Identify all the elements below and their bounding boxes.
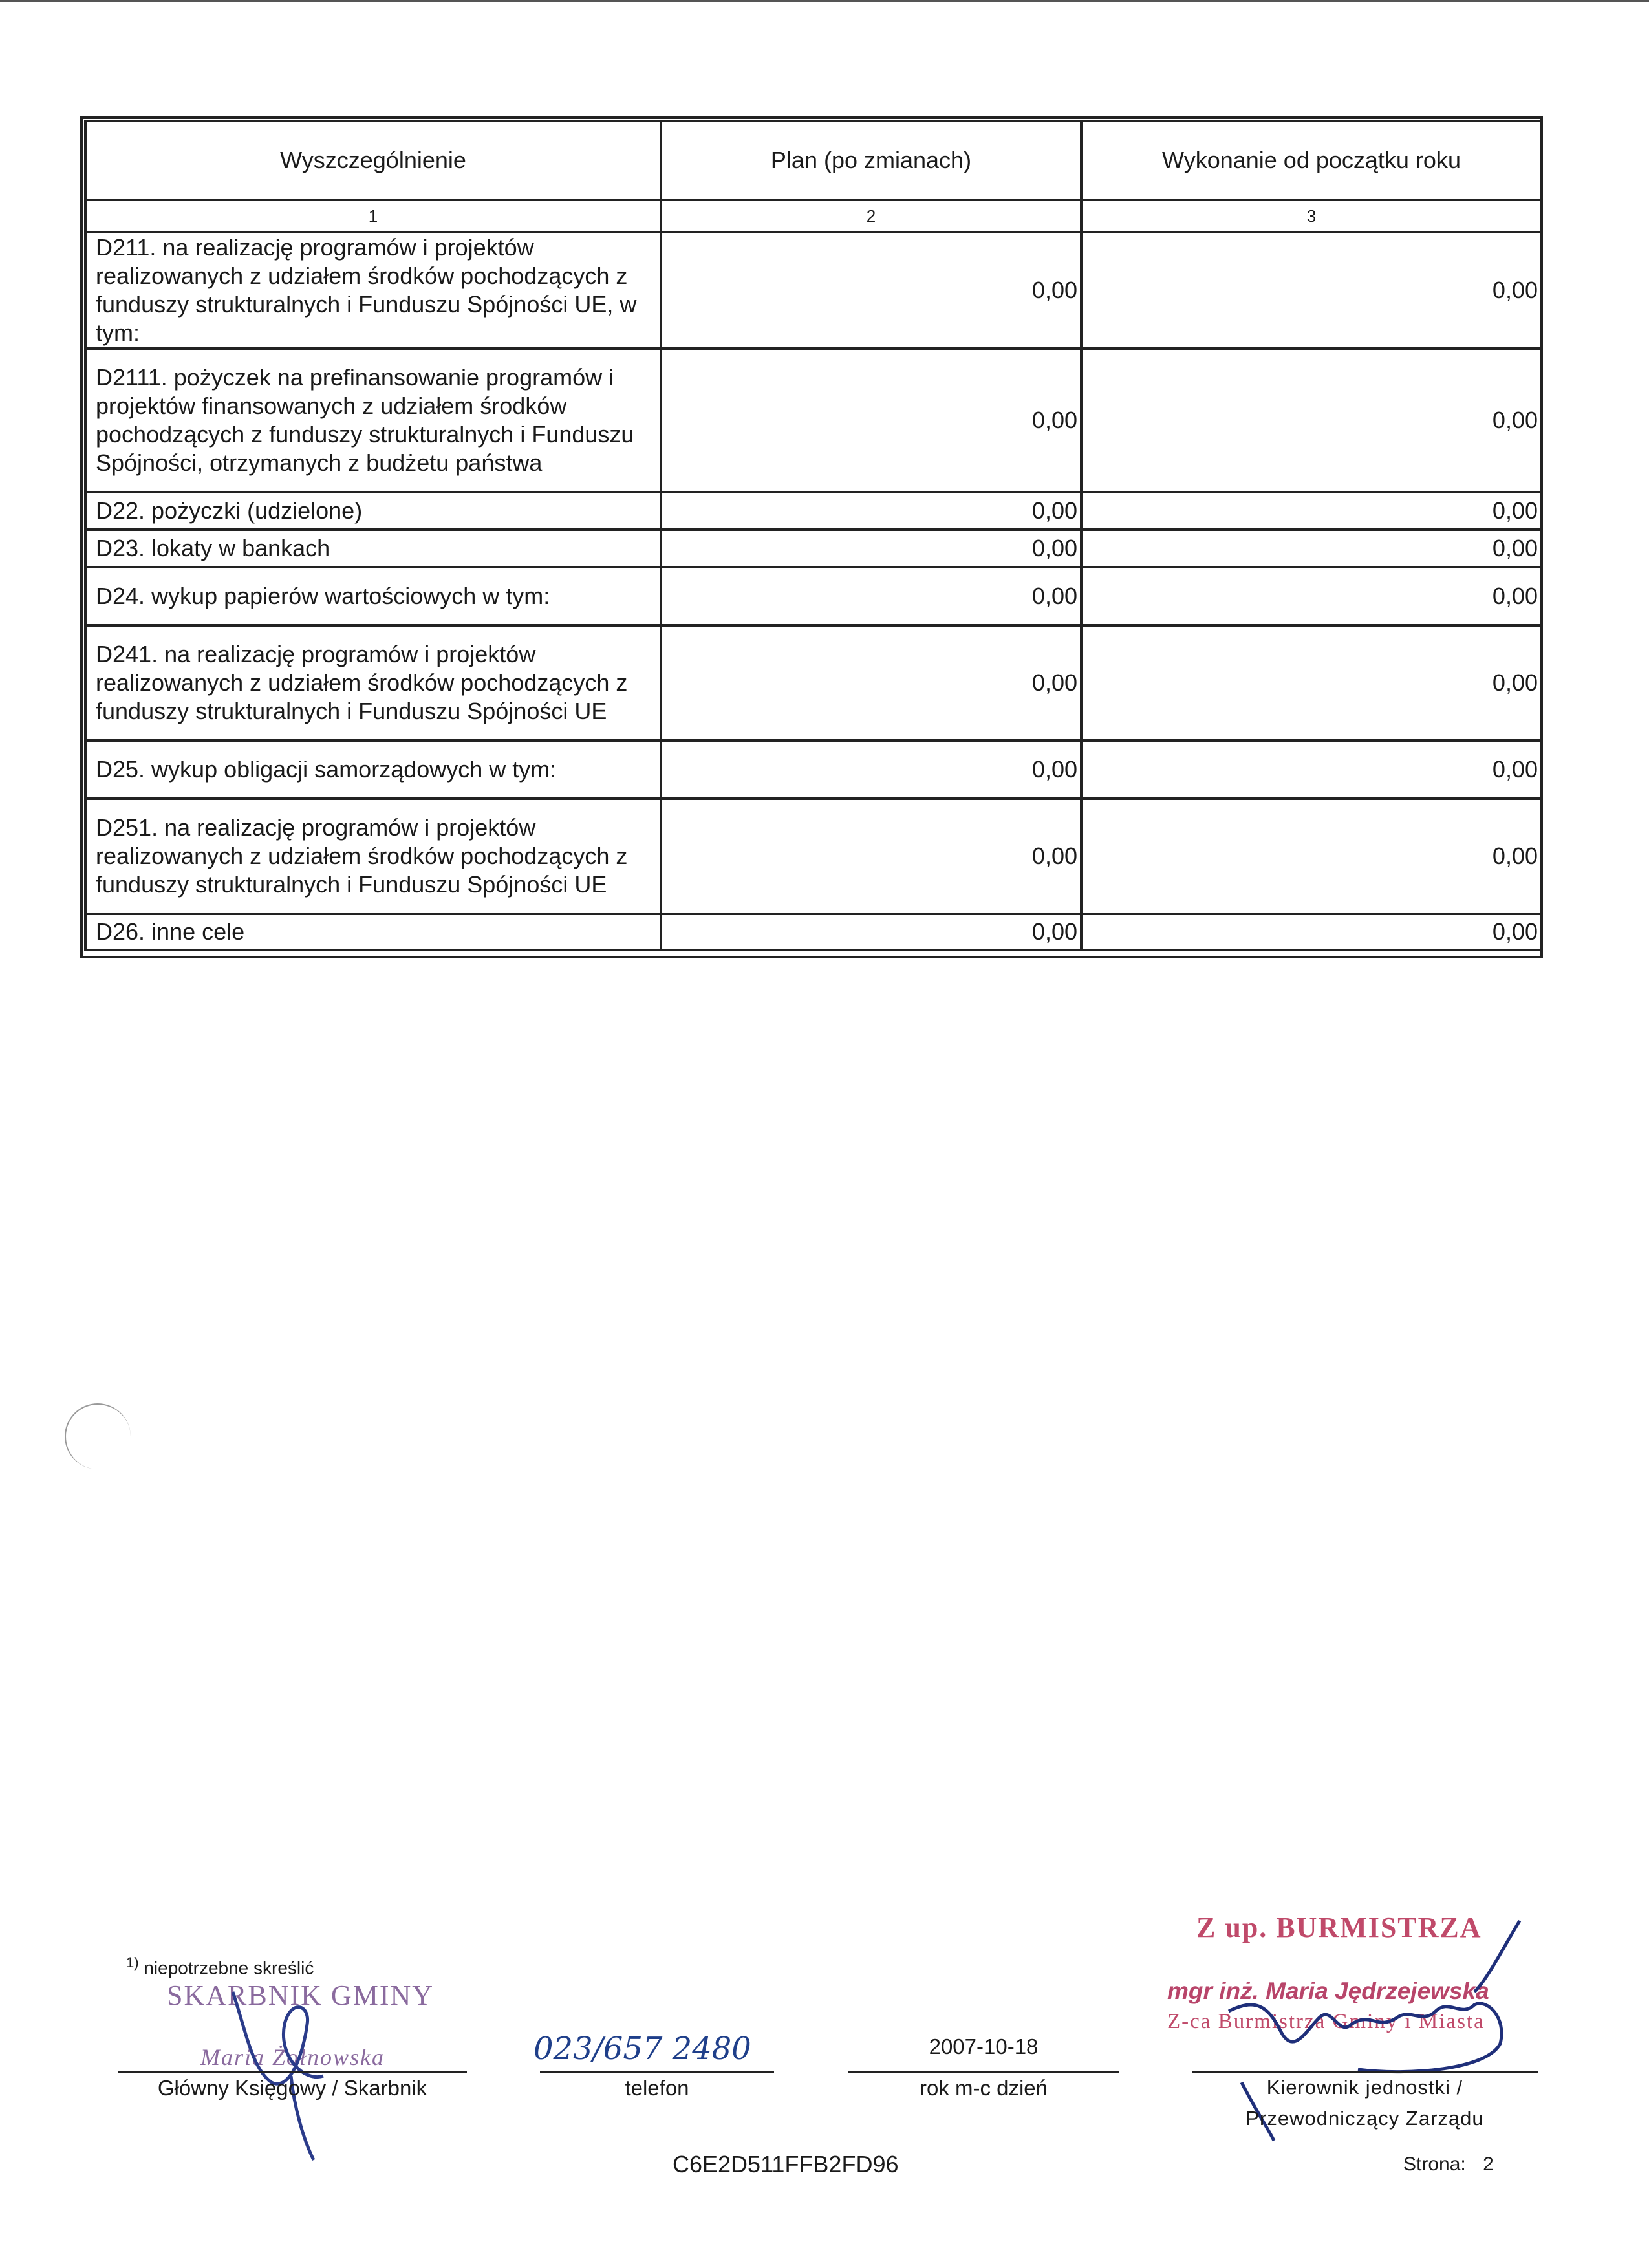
row-label: D23. lokaty w bankach [85, 530, 661, 567]
header-wykonanie: Wykonanie od początku roku [1081, 121, 1542, 200]
row-plan: 0,00 [661, 349, 1081, 492]
column-number: 1 [85, 200, 661, 232]
page-number-block [1403, 2154, 1494, 2176]
phone-handwritten: 023/657 2480 [534, 2031, 751, 2067]
row-plan: 0,00 [661, 530, 1081, 567]
date-line [848, 2071, 1119, 2073]
row-label: D2111. pożyczek na prefinansowanie programów i projektów finansowanych z udziałem środków pochodzących z funduszy strukturalnych i Funduszu Spójności, otrzymanych z budżetu państwa [85, 349, 661, 492]
row-label: D24. wykup papierów wartościowych w tym: [85, 567, 661, 625]
treasurer-stamp-title: SKARBNIK GMINY [167, 1980, 435, 2011]
deputy-stamp-name: mgr inż. Maria Jędrzejewska [1167, 1978, 1489, 2004]
row-label: D211. na realizację programów i projektów realizowanych z udziałem środków pochodzących z funduszy strukturalnych i Funduszu Spójności UE, w tym: [85, 232, 661, 349]
row-wykonanie: 0,00 [1081, 349, 1542, 492]
row-wykonanie: 0,00 [1081, 530, 1542, 567]
row-label: D251. na realizację programów i projektów realizowanych z udziałem środków pochodzących z funduszy strukturalnych i Funduszu Spójności UE [85, 799, 661, 914]
table-header-row [85, 121, 1542, 200]
row-wykonanie: 0,00 [1081, 232, 1542, 349]
row-wykonanie: 0,00 [1081, 567, 1542, 625]
phone-label: telefon [625, 2076, 689, 2100]
row-label: D25. wykup obligacji samorządowych w tym: [85, 740, 661, 799]
table-row [85, 567, 1542, 625]
head-signature-line [1192, 2071, 1538, 2073]
head-label-line1: Kierownik jednostki / [1266, 2076, 1463, 2099]
table-row [85, 349, 1542, 492]
column-number: 3 [1081, 200, 1542, 232]
treasurer-signature [194, 1953, 362, 2166]
mayor-stamp-header: Z up. BURMISTRZA [1196, 1912, 1482, 1943]
header-plan: Plan (po zmianach) [661, 121, 1081, 200]
head-label-line2: Przewodniczący Zarządu [1245, 2107, 1484, 2130]
table-row [85, 530, 1542, 567]
table-row [85, 740, 1542, 799]
row-plan: 0,00 [661, 625, 1081, 740]
footnote-text: niepotrzebne skreślić [144, 1958, 314, 1978]
date-value: 2007-10-18 [929, 2035, 1039, 2058]
treasurer-stamp-name: Maria Żołnowska [200, 2044, 385, 2070]
row-wykonanie: 0,00 [1081, 914, 1542, 950]
page-label: Strona: [1403, 2154, 1466, 2175]
table-row [85, 799, 1542, 914]
column-number-row [85, 200, 1542, 232]
row-plan: 0,00 [661, 914, 1081, 950]
row-wykonanie: 0,00 [1081, 740, 1542, 799]
row-label: D241. na realizację programów i projektów realizowanych z udziałem środków pochodzących z funduszy strukturalnych i Funduszu Spójności UE [85, 625, 661, 740]
row-plan: 0,00 [661, 232, 1081, 349]
header-wyszczegolnienie: Wyszczególnienie [85, 121, 661, 200]
column-number: 2 [661, 200, 1081, 232]
table-row [85, 625, 1542, 740]
row-plan: 0,00 [661, 740, 1081, 799]
table-row [85, 492, 1542, 530]
row-plan: 0,00 [661, 799, 1081, 914]
financial-table [84, 120, 1543, 951]
deputy-stamp-title: Z-ca Burmistrza Gminy i Miasta [1167, 2010, 1485, 2033]
row-plan: 0,00 [661, 567, 1081, 625]
page-number: 2 [1483, 2154, 1494, 2175]
row-label: D26. inne cele [85, 914, 661, 950]
table-row [85, 232, 1542, 349]
row-label: D22. pożyczki (udzielone) [85, 492, 661, 530]
row-wykonanie: 0,00 [1081, 799, 1542, 914]
scan-edge [0, 0, 1649, 8]
punch-hole-mark [65, 1403, 131, 1469]
accountant-label: Główny Księgowy / Skarbnik [157, 2076, 427, 2100]
date-label: rok m-c dzień [919, 2076, 1048, 2100]
accountant-signature-line [118, 2071, 467, 2073]
phone-line [540, 2071, 774, 2073]
row-wykonanie: 0,00 [1081, 492, 1542, 530]
row-plan: 0,00 [661, 492, 1081, 530]
footnote-mark: 1) [126, 1954, 139, 1971]
row-wykonanie: 0,00 [1081, 625, 1542, 740]
document-code: C6E2D511FFB2FD96 [673, 2151, 899, 2177]
table-row [85, 914, 1542, 950]
